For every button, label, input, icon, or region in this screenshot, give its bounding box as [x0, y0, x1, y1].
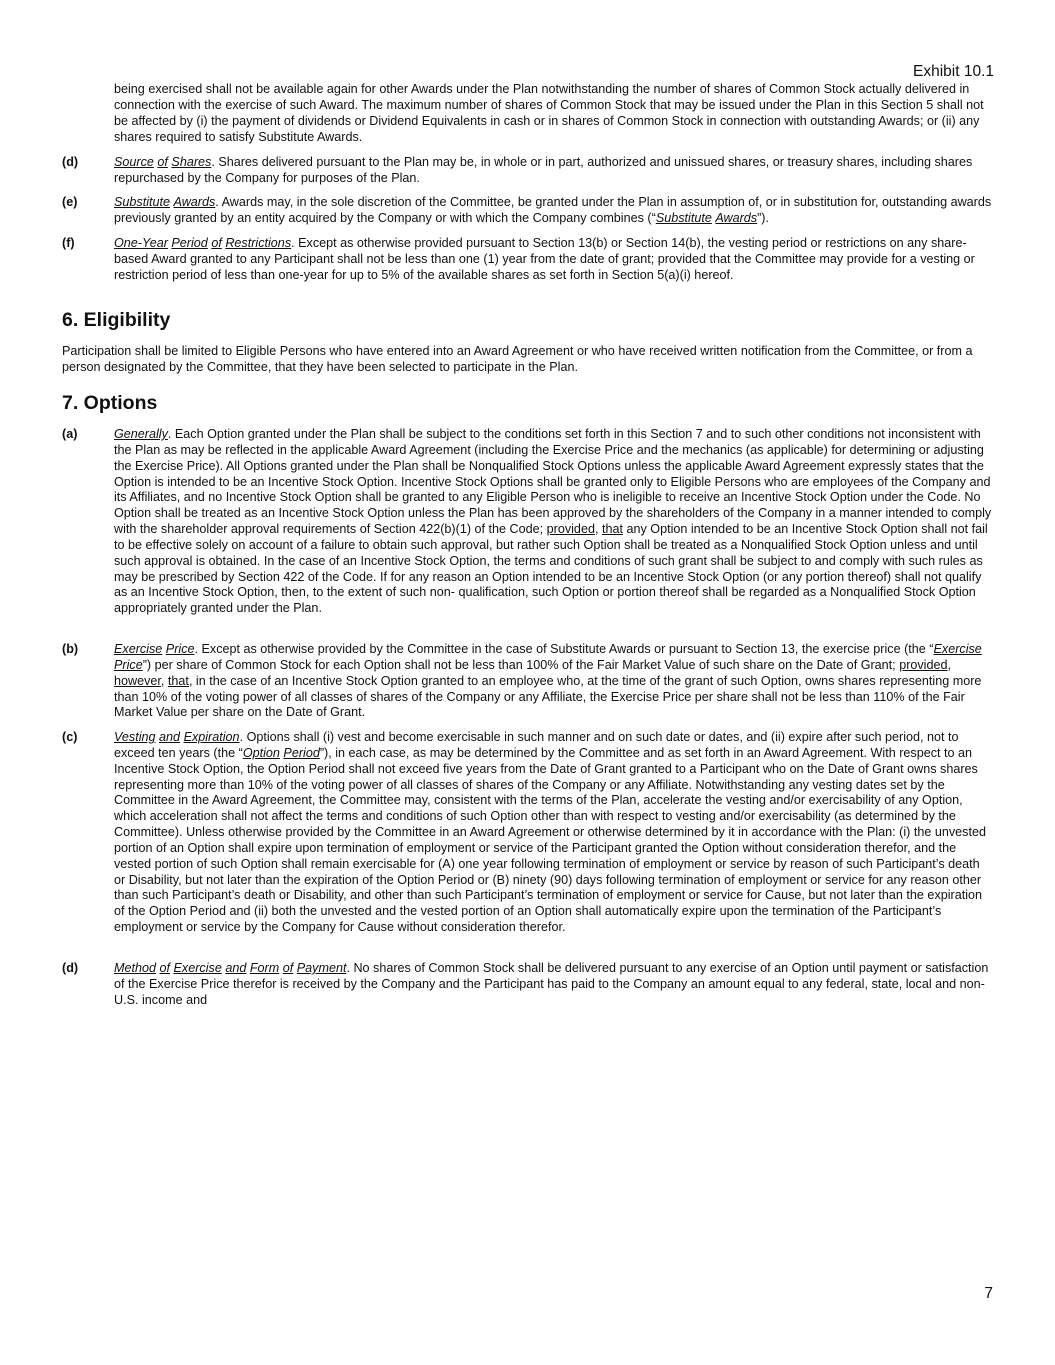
underlined-term: that [167, 673, 189, 688]
section-6-paragraph: Participation shall be limited to Eligible Persons who have entered into an Award Agreement or who have received written notification from the Committee, or from a person designated by the Committee, that they have been selected to participate in the Plan. [62, 344, 973, 374]
title-word: Awards [173, 195, 216, 209]
item-body [114, 195, 994, 227]
section-6-heading: 6. Eligibility [62, 309, 171, 331]
section-7-heading: 7. Options [62, 392, 158, 414]
section-5d [62, 155, 994, 187]
title-word: and [225, 961, 247, 975]
title-word: and [159, 730, 181, 744]
section-7d [62, 961, 994, 1009]
title-word: Vesting [114, 730, 156, 744]
item-text: ”) per share of Common Stock for each Option shall not be less than 100% of the Fair Market Value of such share on the Date of Grant; [142, 657, 900, 672]
separator: , [594, 522, 602, 537]
item-text: . Shares delivered pursuant to the Plan may be, in whole or in part, authorized and unissued shares, or treasury shares, including shares repurchased by the Company for purposes of the Plan. [114, 155, 973, 185]
title-word: Source [114, 155, 154, 169]
title-word: Form [249, 961, 280, 975]
separator: , [947, 657, 951, 672]
title-word: Restrictions [225, 236, 292, 250]
title-word: Exercise [114, 642, 163, 656]
title-word: Period [171, 236, 208, 250]
title-word: Substitute [114, 195, 171, 209]
item-text: , in the case of an Incentive Stock Option granted to an employee who, at the time of the grant of such Option, owns shares representing more than 10% of the voting power of all classes of shares of the Company or any Affiliate, the Exercise Price per share shall not be less than 110% of the Fair Market Value per share on the Date of Grant. [114, 673, 982, 720]
item-label: (f) [62, 236, 75, 250]
item-label: (c) [62, 730, 78, 744]
defined-term-word: Exercise [933, 642, 982, 656]
underlined-term: provided [899, 657, 948, 672]
section-7c [62, 730, 994, 936]
title-word: Exercise [173, 961, 222, 975]
item-body [114, 155, 994, 187]
separator: , [160, 673, 168, 688]
page-number: 7 [984, 1285, 993, 1302]
section-7a [62, 427, 994, 617]
item-label: (d) [62, 155, 79, 169]
exhibit-label: Exhibit 10.1 [913, 63, 994, 80]
item-body [114, 642, 994, 721]
title-word: of [211, 236, 222, 250]
item-label: (b) [62, 642, 79, 656]
defined-term-word: Option [242, 745, 280, 760]
defined-term-word: Awards [715, 210, 758, 225]
title-word: Payment [296, 961, 347, 975]
item-text: ”), in each case, as may be determined by the Committee and as set forth in an Award Agreement. With respect to an Incentive Stock Option, the Option Period shall not exceed five years from the Date of Grant granted to a Participant who on the Date of Grant owns shares representing more than 10% of the voting power of all classes of shares of the Company or any Affiliate. Notwithstanding any vesting dates set by the Committee in the Award Agreement, the Committee may, consistent with the terms of the Plan, accelerate the vesting and/or exercisability of any Option, which acceleration shall not affect the terms and conditions of such Option other than with respect to vesting and/or exercisability (as determined by the Committee). Unless otherwise provided by the Committee in an Award Agreement or otherwise determined by it in accordance with the Plan: (i) the unvested portion of an Option shall expire upon termination of employment or service of the Participant granted the Option without consideration therefor, and the vested portion of such Option shall remain exercisable for (A) one year following termination of employment or service by reason of such Participant’s death or Disability, but not later than the expiration of the Option Period or (B) ninety (90) days following termination of employment or service for any reason other than such Participant’s death or Disability, and other than such Participant’s termination of employment or service for Cause, but not later than the expiration of the Option Period and (ii) both the unvested and the vested portion of an Option shall automatically expire upon the termination of the Participant’s employment or service by the Company for Cause without consideration therefor. [114, 745, 986, 935]
item-text: . No shares of Common Stock shall be delivered pursuant to any exercise of an Option until payment or satisfaction of the Exercise Price therefor is received by the Company and the Participant has paid to the Company an amount equal to any federal, state, local and non-U.S. income and [114, 961, 989, 1007]
defined-term-word: Period [283, 745, 320, 760]
item-text: . Options shall (i) vest and become exercisable in such manner and on such date or dates, and (ii) expire after such period, not to exceed ten years (the “ [114, 730, 959, 760]
section-5-continued-paragraph: being exercised shall not be available again for other Awards under the Plan notwithstanding the number of shares of Common Stock actually delivered in connection with the exercise of such Award. The maximum number of shares of Common Stock that may be issued under the Plan in this Section 5 shall not be affected by (i) the payment of dividends or Dividend Equivalents in cash or in shares of Common Stock in connection with outstanding Awards; or (ii) any shares required to satisfy Substitute Awards. [114, 82, 984, 144]
item-text: ”). [757, 210, 769, 225]
title-word: of [157, 155, 168, 169]
underlined-term: however [114, 673, 161, 688]
item-label: (a) [62, 427, 78, 441]
underlined-term: provided [546, 522, 595, 537]
item-label: (d) [62, 961, 79, 975]
item-text: any Option intended to be an Incentive Stock Option shall not fail to be effective solely on account of a failure to obtain such approval, but rather such Option shall be treated as a Nonqualified Stock Option unless and until such approval is obtained. In the case of an Incentive Stock Option, the terms and conditions of such grant shall be subject to and comply with such rules as may be prescribed by Section 422 of the Code. If for any reason an Option intended to be an Incentive Stock Option (or any portion thereof) shall not qualify as an Incentive Stock Option, then, to the extent of such non- qualification, such Option or portion thereof shall be regarded as a Nonqualified Stock Option appropriately granted under the Plan. [114, 522, 988, 616]
item-text: . Except as otherwise provided by the Committee in the case of Substitute Awards or pursuant to Section 13, the exercise price (the “ [194, 642, 934, 656]
section-7b [62, 642, 994, 721]
section-5e [62, 195, 994, 227]
title-word: Price [165, 642, 195, 656]
item-body [114, 427, 994, 617]
section-5f [62, 236, 994, 284]
defined-term-word: Price [114, 657, 143, 672]
underlined-term: that [601, 522, 623, 537]
title-word: Expiration [183, 730, 240, 744]
item-label: (e) [62, 195, 78, 209]
item-body [114, 961, 994, 1009]
title-word: One-Year [114, 236, 168, 250]
title-word: of [159, 961, 171, 975]
item-text: . Except as otherwise provided pursuant to Section 13(b) or Section 14(b), the vesting period or restrictions on any share-based Award granted to any Participant shall not be less than one (1) year from the date of grant; provided that the Committee may provide for a vesting or restriction period of less than one-year for up to 5% of the available shares as set forth in Section 5(a)(i) hereof. [114, 236, 975, 282]
item-text: . Awards may, in the sole discretion of the Committee, be granted under the Plan in assumption of, or in substitution for, outstanding awards previously granted by an entity acquired by the Company or with which the Company combines (“ [114, 195, 992, 225]
item-body [114, 730, 994, 936]
defined-term-word: Substitute [655, 210, 712, 225]
title-word: of [282, 961, 294, 975]
title-word: Method [114, 961, 157, 975]
item-text: . Each Option granted under the Plan shall be subject to the conditions set forth in this Section 7 and to such other conditions not inconsistent with the Plan as may be reflected in the applicable Award Agreement (including the Exercise Price and the mechanics (as applicable) for determining or adjusting the Exercise Price). All Options granted under the Plan shall be Nonqualified Stock Options unless the applicable Award Agreement expressly states that the Option is intended to be an Incentive Stock Option. Incentive Stock Options shall be granted only to Eligible Persons who are employees of the Company and its Affiliates, and no Incentive Stock Option shall be granted to any Eligible Person who is ineligible to receive an Incentive Stock Option under the Code. No Option shall be treated as an Incentive Stock Option unless the Plan has been approved by the shareholders of the Company in a manner intended to comply with the shareholder approval requirements of Section 422(b)(1) of the Code; [114, 427, 992, 537]
title-word: Generally [114, 427, 168, 441]
item-body [114, 236, 994, 284]
title-word: Shares [171, 155, 212, 169]
